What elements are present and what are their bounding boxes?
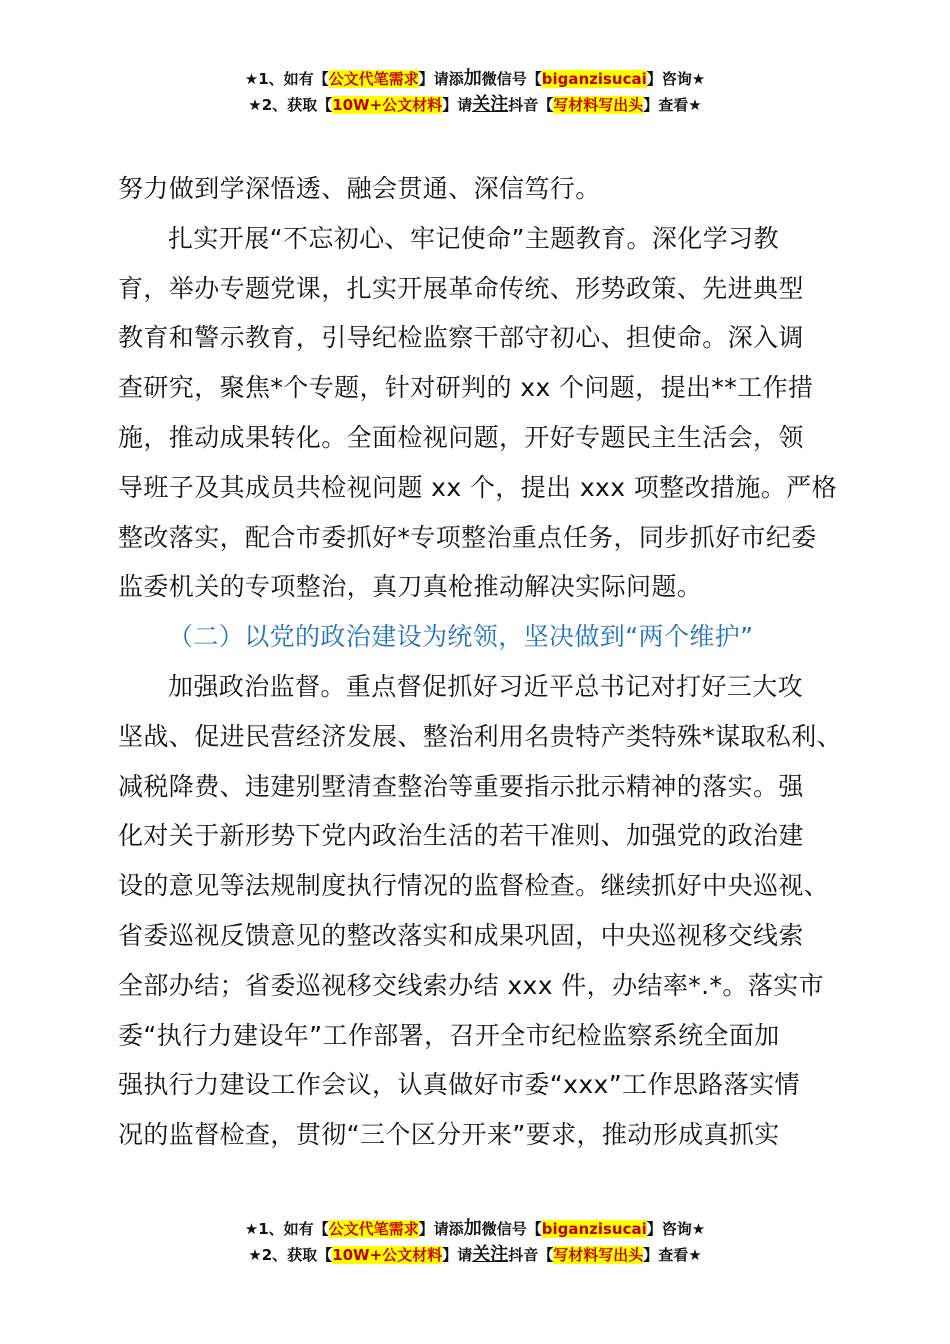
paragraph-3: 加强政治监督。重点督促抓好习近平总书记对打好三大攻 坚战、促进民营经济发展、整治利用名贵特产类特殊*谋取私利、 减税降费、违建别墅清查整治等重要指示批示精神的落实。强 化对关于新形势下党内政治生活的若干准则、加强党的政治建 设的意见等法规制度执行情况的监督检查。继续抓好中央巡视、 省委巡视反馈意见的整改落实和成果巩固，中央巡视移交线索 全部办结；省委巡视移交线索办结 xxx 件，办结率*.*。落实市 委“执行力建设年”工作部署，召开全市纪检监察系统全面加 强执行力建设工作会议，认真做好市委“xxx”工作思路落实情 况的监督检查，贯彻“三个区分开来”要求，推动形成真抓实 [118,671,843,1150]
banner-highlight: 公文代笔需求 [328,70,419,88]
banner-line-1: ★1、如有【公文代笔需求】请添加微信号【biganzisucai】咨询★ [244,68,706,89]
header-banner [0,66,950,118]
banner-highlight: 公文代笔需求 [328,1220,419,1238]
banner-line-2: ★2、获取【10W+公文材料】请关注抖音【写材料写出头】查看★ [248,1244,702,1265]
banner-highlight: 10W+公文材料 [332,96,443,114]
paragraph-2: 扎实开展“不忘初心、牢记使命”主题教育。深化学习教 育，举办专题党课，扎实开展革命传统、形势政策、先进典型 教育和警示教育，引导纪检监察干部守初心、担使命。深入调 查研究，聚焦*个专题，针对研判的 xx 个问题，提出**工作措 施，推动成果转化。全面检视问题，开好专题民主生活会，领 导班子及其成员共检视问题 xx 个，提出 xxx 项整改措施。严格 整改落实，配合市委抓好*专项整治重点任务，同步抓好市纪委 监委机关的专项整治，真刀真枪推动解决实际问题。 [118,223,837,602]
banner-wechat-id: biganzisucai [541,70,647,88]
banner-douyin-id: 写材料写出头 [553,1246,644,1264]
footer-banner [0,1216,950,1268]
section-heading: （二）以党的政治建设为统领，坚决做到“两个维护” [168,622,754,652]
banner-line-1: ★1、如有【公文代笔需求】请添加微信号【biganzisucai】咨询★ [244,1218,706,1239]
banner-wechat-id: biganzisucai [541,1220,647,1238]
banner-douyin-id: 写材料写出头 [553,96,644,114]
document-body [118,164,843,1160]
paragraph-1: 努力做到学深悟透、融会贯通、深信笃行。 [118,174,601,203]
banner-line-2: ★2、获取【10W+公文材料】请关注抖音【写材料写出头】查看★ [248,94,702,115]
banner-highlight: 10W+公文材料 [332,1246,443,1264]
